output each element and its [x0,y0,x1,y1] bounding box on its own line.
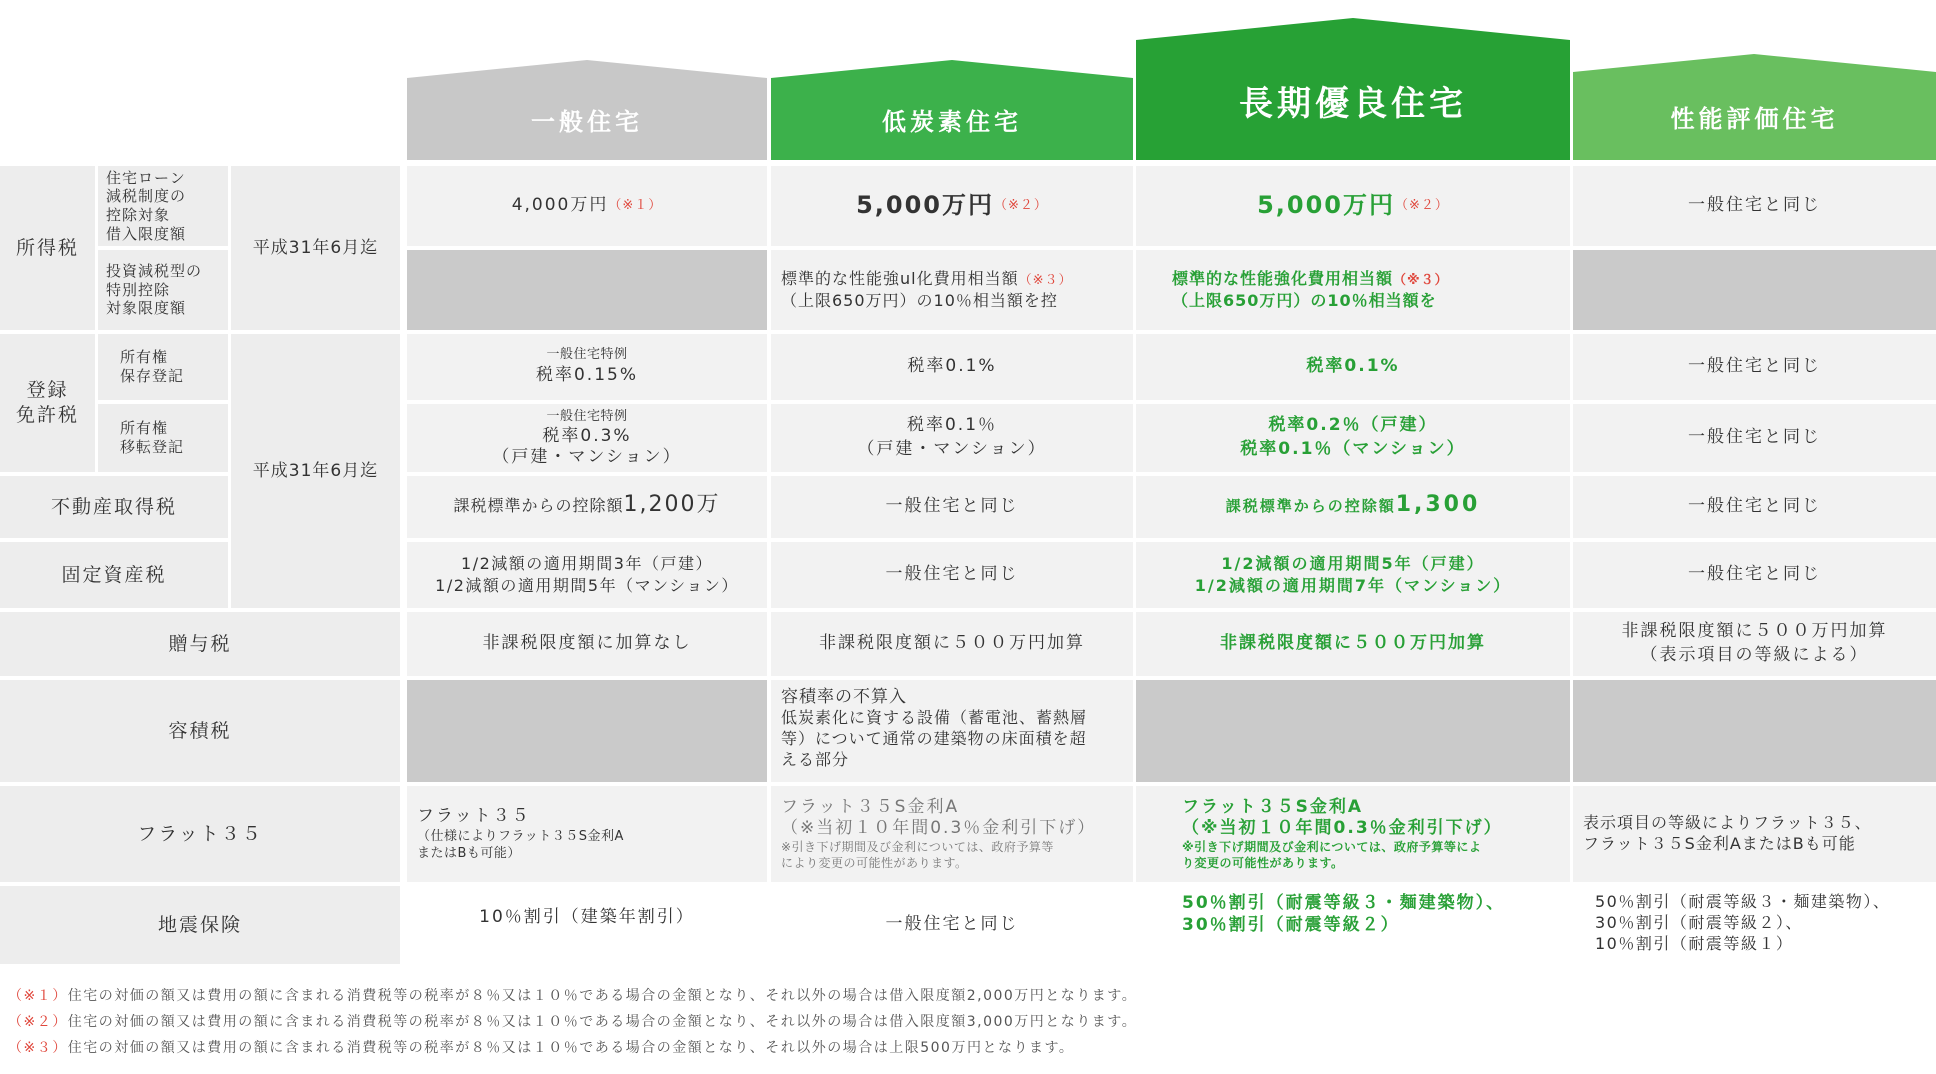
cell-loan-long-term [1136,166,1570,246]
label-period-1: 平成31年6月迄 [231,166,400,330]
cell-gift-performance [1573,612,1936,676]
cell-gift-low-carbon: 非課税限度額に５００万円加算 [771,612,1133,676]
cell-gift-long-term: 非課税限度額に５００万円加算 [1136,612,1570,676]
cell-invest-long-term [1136,250,1570,330]
label-earthquake-insurance: 地震保険 [0,886,400,964]
label-invest-limit: 投資減税型の 特別控除 対象限度額 [98,250,228,330]
cell-acquisition-performance: 一般住宅と同じ [1573,476,1936,538]
floor-low-line1: 容積率の不算入 [781,687,907,707]
footnote-1 [8,985,1908,1005]
floor-low-line2: 低炭素化に資する設備（蓄電池、蓄熱層 [781,708,1088,728]
footnote-2 [8,1011,1908,1031]
loan-low-carbon-value: 5,000万円 [856,191,994,220]
cell-preserve-general [407,334,767,400]
label-flat35: フラット３５ [0,786,400,882]
cell-transfer-general [407,404,767,472]
flat35-low-small2: により変更の可能性があります。 [781,856,968,871]
cell-flat35-performance [1573,786,1936,882]
flat35-performance-line2: フラット３５S金利AまたはBも可能 [1583,834,1856,853]
label-registration-tax [0,334,95,472]
loan-low-carbon-note: （※２） [994,197,1048,213]
invest-low-note: （※３） [1018,272,1073,288]
label-registration-line2: 免許税 [15,404,79,426]
cell-floor-performance [1573,680,1936,782]
cell-fixed-long-term [1136,542,1570,608]
cell-loan-low-carbon [771,166,1133,246]
label-floor-area: 容積税 [0,680,400,782]
cell-gift-general: 非課税限度額に加算なし [407,612,767,676]
cell-transfer-low-carbon [771,404,1133,472]
flat35-low-small1: ※引き下げ期間及び金利については、政府予算等 [781,840,1054,855]
invest-long-line1: 標準的な性能強化費用相当額 [1172,268,1394,288]
cell-transfer-performance: 一般住宅と同じ [1573,404,1936,472]
invest-long-line2: （上限650万円）の10％相当額を [1172,291,1437,310]
loan-long-term-value: 5,000万円 [1257,191,1395,220]
transfer-long-line2: 税率0.1％（マンション） [1240,439,1466,459]
invest-low-line2: （上限650万円）の10％相当額を控 [781,291,1058,310]
gift-performance-line1: 非課税限度額に５００万円加算 [1621,621,1888,642]
transfer-general-line2: （戸建・マンション） [492,446,682,467]
floor-low-line4: える部分 [781,749,850,769]
cell-preserve-low-carbon: 税率0.1% [771,334,1133,400]
footnote-1-text: 住宅の対価の額又は費用の額に含まれる消費税等の税率が８％又は１０％である場合の金額となり、それ以外の場合は借入限度額2,000万円となります。 [67,988,1138,1004]
quake-long-line2: 30％割引（耐震等級２） [1182,915,1400,936]
transfer-general-line1: 税率0.3% [542,425,632,446]
transfer-low-line2: （戸建・マンション） [857,439,1047,459]
cell-fixed-performance: 一般住宅と同じ [1573,542,1936,608]
cell-fixed-low-carbon: 一般住宅と同じ [771,542,1133,608]
flat35-long-small1: ※引き下げ期間及び金利については、政府予算等によ [1182,840,1482,855]
cell-acquisition-low-carbon: 一般住宅と同じ [771,476,1133,538]
cell-floor-long-term [1136,680,1570,782]
loan-general-value: 4,000万円 [511,195,609,216]
acquisition-general-prefix: 課税標準からの控除額 [453,496,624,515]
label-transfer-registration: 所有権 移転登記 [98,404,228,472]
label-period-2: 平成31年6月迄 [231,334,400,608]
invest-low-line1: 標準的な性能強ul化費用相当額 [781,268,1019,288]
preserve-general-value: 税率0.15% [535,364,638,385]
footnote-3-text: 住宅の対価の額又は費用の額に含まれる消費税等の税率が８％又は１０％である場合の金額となり、それ以外の場合は上限500万円となります。 [67,1040,1075,1056]
cell-loan-general [407,166,767,246]
flat35-general-line1: フラット３５ [417,806,531,827]
cell-quake-low-carbon: 一般住宅と同じ [771,886,1133,964]
cell-floor-general [407,680,767,782]
header-performance-label: 性能評価住宅 [1670,104,1839,133]
footnote-1-mark: （※１） [8,988,68,1004]
quake-long-line1: 50％割引（耐震等級３・麺建築物）、 [1182,893,1506,913]
acquisition-long-amount: 1,300 [1395,492,1481,517]
preserve-general-small: 一般住宅特例 [546,347,628,363]
gift-performance-line2: （表示項目の等級による） [1640,645,1869,665]
flat35-long-small2: り変更の可能性があります。 [1182,856,1344,871]
cell-quake-general: 10％割引（建築年割引） [407,886,767,964]
floor-low-line3: 等）について通常の建築物の床面積を超 [781,728,1087,748]
flat35-long-line2: （※当初１０年間0.3％金利引下げ） [1182,817,1503,838]
fixed-long-line1: 1/2減額の適用期間5年（戸建） [1221,553,1485,573]
flat35-low-line1: フラット３５S金利A [781,796,960,817]
header-performance [1573,54,1936,160]
footnote-2-mark: （※２） [8,1014,68,1030]
cell-preserve-performance: 一般住宅と同じ [1573,334,1936,400]
cell-quake-performance [1573,886,1936,964]
cell-flat35-long-term [1136,786,1570,882]
cell-invest-low-carbon [771,250,1133,330]
quake-performance-line3: 10％割引（耐震等級１） [1595,933,1794,953]
quake-performance-line2: 30％割引（耐震等級２）、 [1595,912,1803,932]
cell-flat35-low-carbon [771,786,1133,882]
cell-quake-long-term [1136,886,1570,964]
cell-loan-performance: 一般住宅と同じ [1573,166,1936,246]
label-acquisition-tax: 不動産取得税 [0,476,228,538]
transfer-low-line1: 税率0.1％ [906,415,998,436]
quake-performance-line1: 50％割引（耐震等級３・麺建築物）、 [1595,892,1891,911]
invest-long-note: （※３） [1393,272,1449,288]
acquisition-long-prefix: 課税標準からの控除額 [1225,497,1396,515]
flat35-low-line2: （※当初１０年間0.3％金利引下げ） [781,817,1097,838]
footnote-3 [8,1037,1908,1057]
header-general-label: 一般住宅 [531,107,643,136]
fixed-general-line1: 1/2減額の適用期間3年（戸建） [461,553,713,573]
header-long-term [1136,18,1570,160]
acquisition-general-amount: 1,200万 [623,492,721,517]
flat35-general-small2: またはBも可能） [417,846,521,862]
label-registration-line1: 登録 [26,379,69,402]
flat35-general-small1: （仕様によりフラット３５S金利A [417,828,624,844]
label-income-tax: 所得税 [0,166,95,330]
header-general [407,60,767,160]
fixed-general-line2: 1/2減額の適用期間5年（マンション） [435,576,739,595]
flat35-performance-line1: 表示項目の等級によりフラット３５、 [1583,813,1872,833]
footnote-3-mark: （※３） [8,1040,68,1056]
transfer-long-line1: 税率0.2％（戸建） [1268,415,1438,436]
transfer-general-small: 一般住宅特例 [546,408,628,424]
header-long-term-label: 長期優良住宅 [1239,83,1467,124]
cell-flat35-general [407,786,767,882]
fixed-long-line2: 1/2減額の適用期間7年（マンション） [1194,576,1512,595]
cell-invest-performance [1573,250,1936,330]
label-preserve-registration: 所有権 保存登記 [98,334,228,400]
footnote-2-text: 住宅の対価の額又は費用の額に含まれる消費税等の税率が８％又は１０％である場合の金額となり、それ以外の場合は借入限度額3,000万円となります。 [67,1014,1138,1030]
cell-invest-general [407,250,767,330]
cell-transfer-long-term [1136,404,1570,472]
label-loan-limit: 住宅ローン 減税制度の 控除対象 借入限度額 [98,166,228,246]
flat35-long-line1: フラット３５S金利A [1182,796,1364,817]
loan-general-note: （※１） [608,197,663,213]
cell-acquisition-general [407,476,767,538]
header-low-carbon [771,60,1133,160]
cell-floor-low-carbon [771,680,1133,782]
label-gift-tax: 贈与税 [0,612,400,676]
loan-long-term-note: （※２） [1395,197,1449,213]
cell-acquisition-long-term [1136,476,1570,538]
cell-preserve-long-term: 税率0.1% [1136,334,1570,400]
header-low-carbon-label: 低炭素住宅 [882,107,1022,136]
cell-fixed-general [407,542,767,608]
label-fixed-asset-tax: 固定資産税 [0,542,228,608]
